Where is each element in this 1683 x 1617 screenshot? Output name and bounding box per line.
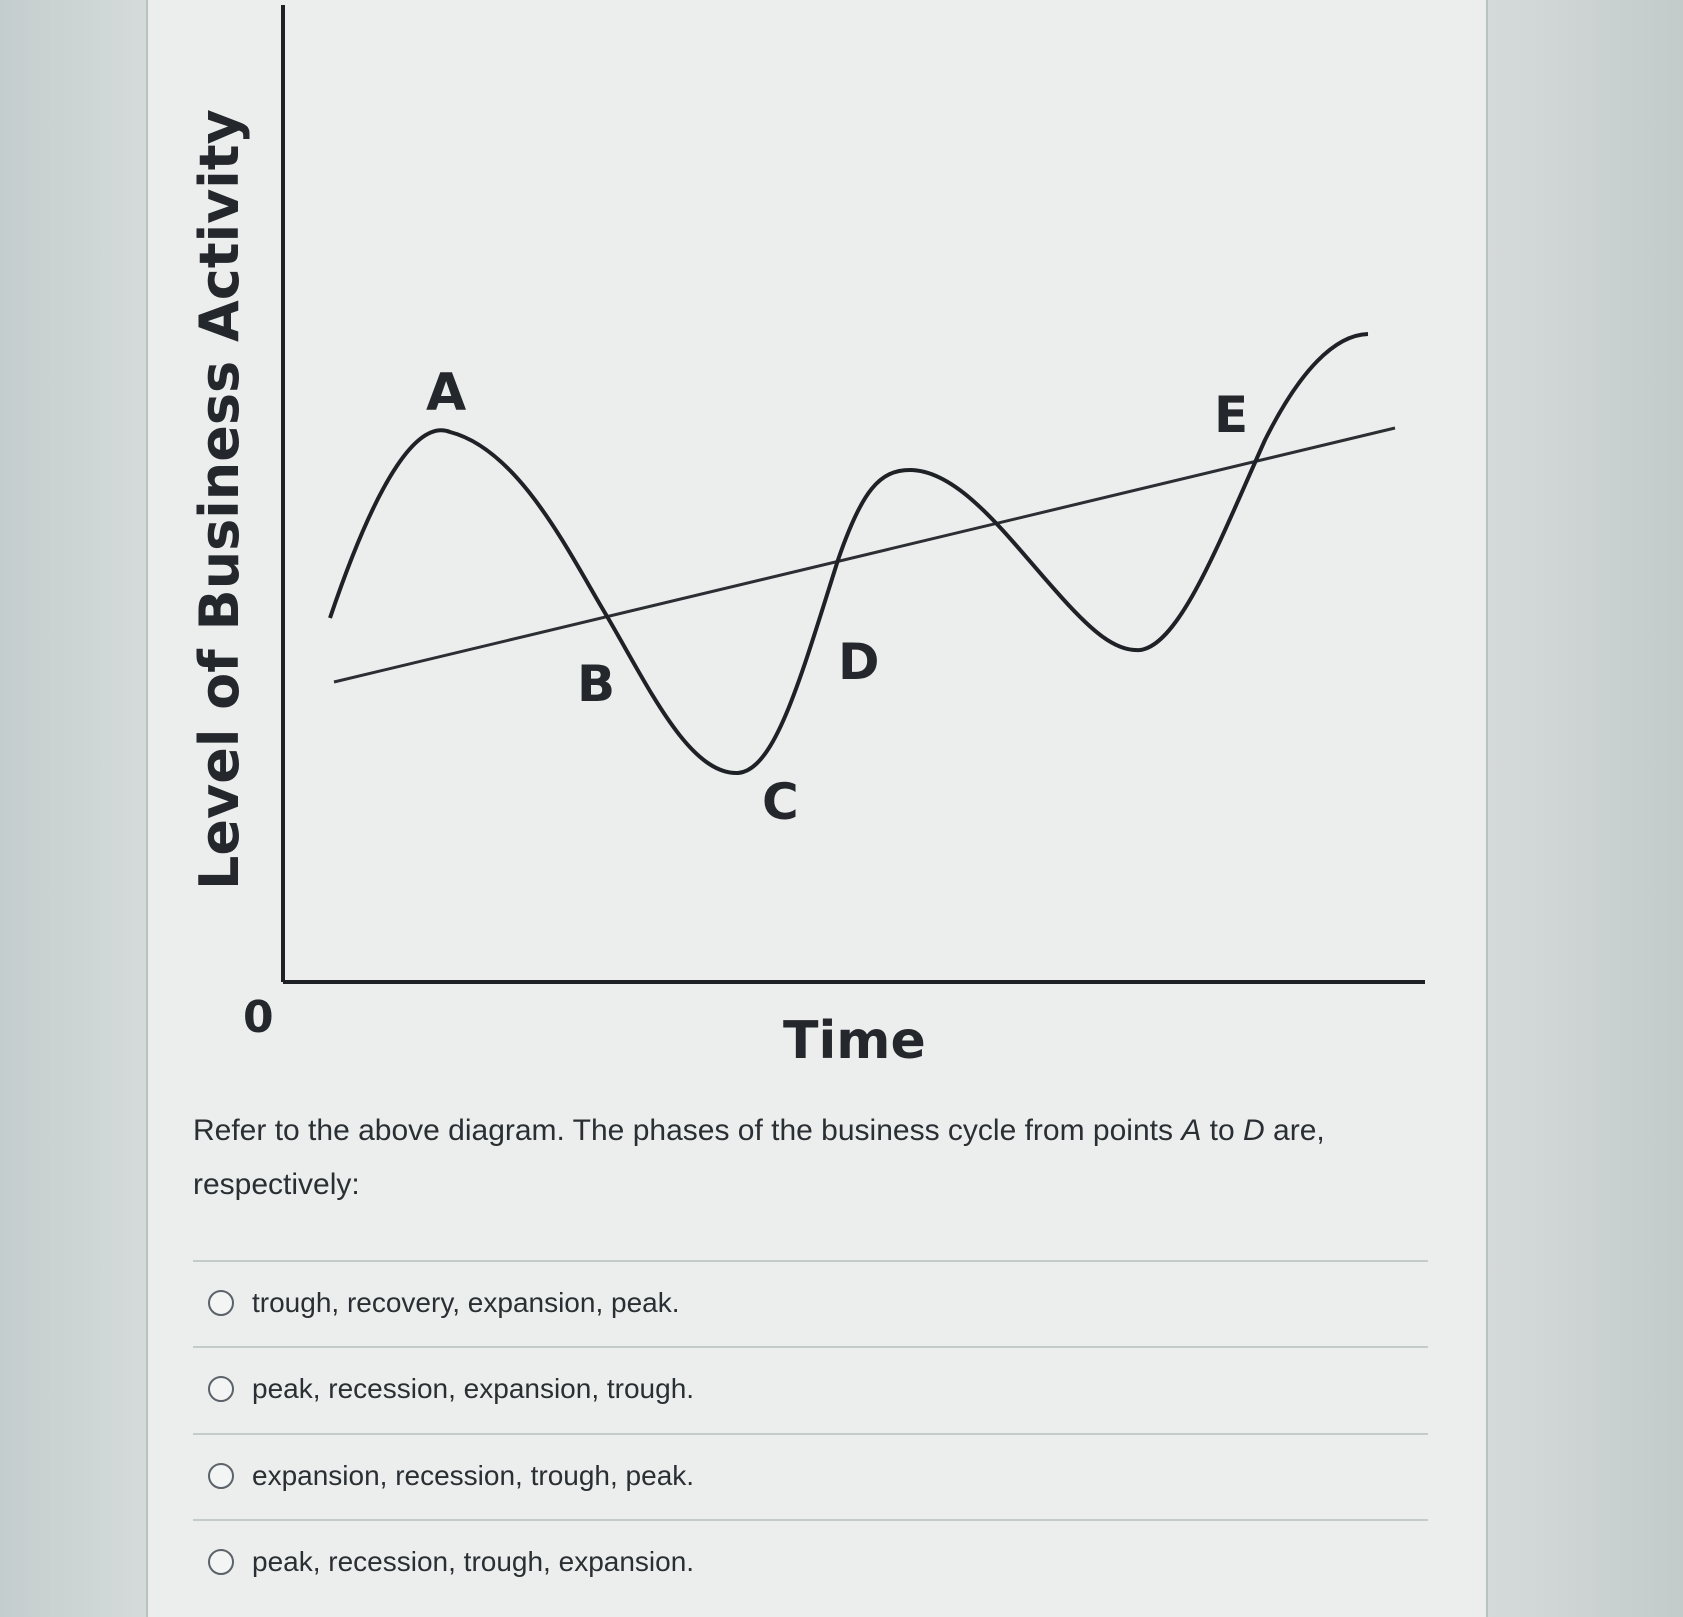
answer-option-3[interactable] (193, 1433, 1428, 1519)
answer-option-label: expansion, recession, trough, peak. (252, 1460, 695, 1491)
answer-option-label: peak, recession, trough, expansion. (252, 1546, 695, 1577)
question-text-mid: to (1201, 1114, 1244, 1147)
radio-button[interactable] (208, 1290, 234, 1316)
answer-option-label: trough, recovery, expansion, peak. (252, 1287, 680, 1318)
answer-option-1[interactable] (193, 1260, 1428, 1346)
question-text (193, 1104, 1423, 1212)
point-label-d: D (838, 633, 880, 691)
origin-label: 0 (243, 992, 274, 1043)
point-label-a: A (426, 363, 467, 423)
point-label-e: E (1214, 386, 1249, 444)
answer-option-4[interactable] (193, 1519, 1428, 1605)
radio-button[interactable] (208, 1376, 234, 1402)
y-axis-label: Level of Business Activity (188, 109, 251, 890)
business-cycle-curve (330, 334, 1368, 773)
question-var-d: D (1243, 1114, 1265, 1147)
point-label-b: B (577, 655, 616, 713)
question-text-end: are, respectively: (193, 1114, 1325, 1201)
answer-option-2[interactable] (193, 1346, 1428, 1432)
x-axis-label: Time (783, 1011, 926, 1071)
question-text-start: Refer to the above diagram. The phases of the business cycle from points (193, 1114, 1182, 1147)
question-var-a: A (1181, 1114, 1202, 1147)
radio-button[interactable] (208, 1463, 234, 1489)
radio-button[interactable] (208, 1549, 234, 1575)
answer-option-label: peak, recession, expansion, trough. (252, 1373, 695, 1404)
point-label-c: C (762, 773, 799, 831)
